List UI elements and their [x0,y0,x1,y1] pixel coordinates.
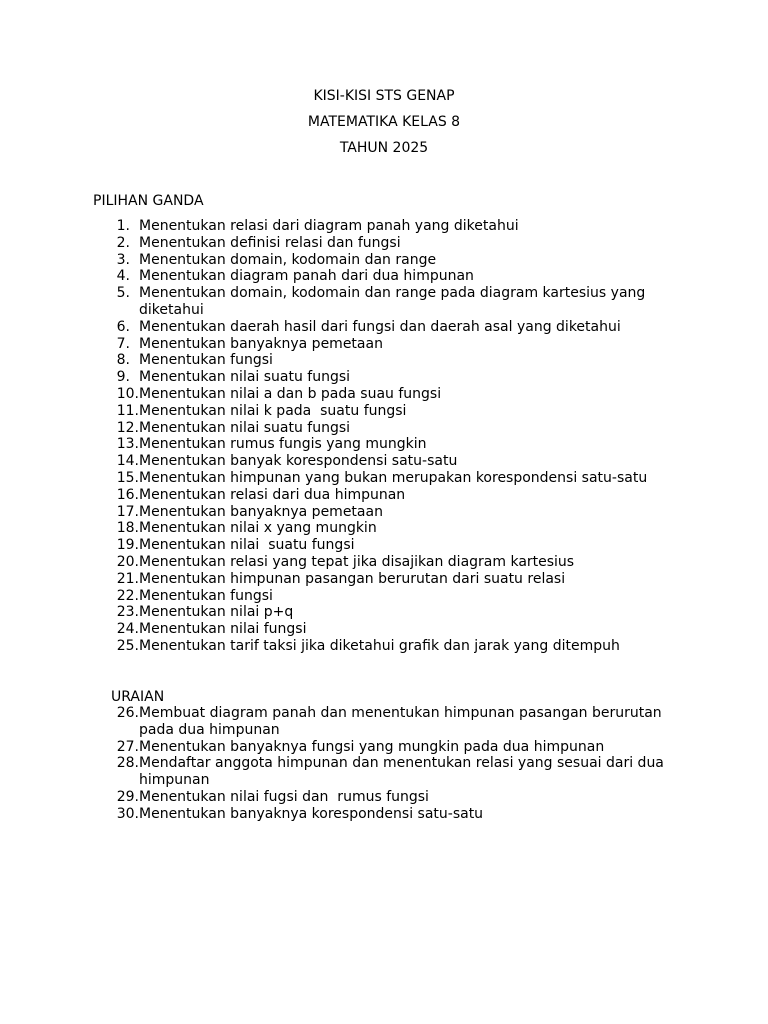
list-item-text: Menentukan banyaknya pemetaan [139,335,383,352]
list-item [0,386,768,403]
list-item-number: 1. [116,218,130,234]
list-item-number: 12. [116,419,139,436]
list-item [0,319,768,336]
list-item-number: 8. [116,352,130,369]
list-item-text: Menentukan nilai suatu fungsi [139,369,351,386]
list-item-number: 11. [116,402,139,419]
list-item-number: 28. [116,755,139,772]
document-title: KISI-KISI STS GENAP [313,88,455,104]
list-item [0,487,768,504]
list-item-number: 19. [116,537,139,554]
list-item [0,554,768,571]
list-item-text: Menentukan relasi dari diagram panah yang diketahui [139,218,519,234]
pilihan-ganda-list [0,218,768,655]
list-item [0,588,768,605]
list-item [0,336,768,353]
list-item-number: 9. [116,369,130,386]
list-item-number: 24. [116,621,139,638]
list-item-text: Menentukan domain, kodomain dan range pada diagram kartesius yang diketahui [139,285,646,318]
list-item [0,403,768,420]
list-item-text: Menentukan banyaknya fungsi yang mungkin pada dua himpunan [139,738,605,755]
list-item [0,705,768,739]
list-item [0,470,768,487]
list-item [0,436,768,453]
list-item-number: 13. [116,436,139,453]
list-item-text: Menentukan tarif taksi jika diketahui grafik dan jarak yang ditempuh [139,637,620,654]
list-item-text: Menentukan domain, kodomain dan range [139,251,437,268]
list-item-number: 5. [116,285,130,302]
list-item-number: 27. [116,738,139,755]
section-heading-uraian: URAIAN [111,689,165,705]
list-item [0,268,768,285]
list-item-number: 26. [116,705,139,721]
list-item-number: 25. [116,637,139,654]
list-item [0,285,768,319]
section-heading-pilihan-ganda: PILIHAN GANDA [93,193,204,209]
list-item-number: 15. [116,469,139,486]
document-year: TAHUN 2025 [339,140,429,156]
list-item-text: Menentukan diagram panah dari dua himpunan [139,268,474,285]
uraian-list [0,705,768,823]
list-item-number: 2. [116,234,130,251]
list-item [0,537,768,554]
list-item [0,252,768,269]
list-item-number: 22. [116,587,139,604]
list-item [0,218,768,235]
list-item-text: Menentukan nilai x yang mungkin [139,520,377,537]
list-item-text: Menentukan fungsi [139,587,273,604]
list-item-text: Menentukan himpunan yang bukan merupakan korespondensi satu-satu [139,469,648,486]
list-item-number: 23. [116,604,139,621]
list-item [0,806,768,823]
list-item-text: Menentukan nilai suatu fungsi [139,537,355,554]
list-item [0,420,768,437]
list-item-text: Menentukan nilai p+q [139,604,294,621]
list-item [0,520,768,537]
list-item-text: Menentukan himpunan pasangan berurutan dari suatu relasi [139,570,566,587]
list-item-text: Menentukan relasi yang tepat jika disajikan diagram kartesius [139,553,575,570]
list-item-text: Menentukan fungsi [139,352,273,369]
list-item-text: Menentukan nilai fungsi [139,621,307,638]
list-item-text: Menentukan nilai fugsi dan rumus fungsi [139,788,429,805]
list-item-number: 18. [116,520,139,537]
list-item [0,453,768,470]
list-item-text: Menentukan rumus fungis yang mungkin [139,436,427,453]
list-item-number: 20. [116,553,139,570]
list-item-text: Menentukan banyak korespondensi satu-satu [139,453,458,470]
list-item-text: Menentukan nilai k pada suatu fungsi [139,402,407,419]
list-item-number: 29. [116,788,139,805]
list-item-number: 17. [116,503,139,520]
list-item [0,739,768,756]
list-item-text: Menentukan definisi relasi dan fungsi [139,234,401,251]
list-item [0,352,768,369]
list-item-number: 4. [116,268,130,285]
list-item-number: 14. [116,453,139,470]
list-item-text: Menentukan relasi dari dua himpunan [139,486,406,503]
list-item [0,504,768,521]
list-item-text: Membuat diagram panah dan menentukan himpunan pasangan berurutan pada dua himpunan [139,705,662,738]
list-item [0,755,768,789]
list-item-text: Menentukan daerah hasil dari fungsi dan daerah asal yang diketahui [139,318,621,335]
list-item-number: 6. [116,318,130,335]
list-item [0,604,768,621]
list-item-number: 10. [116,385,139,402]
list-item [0,789,768,806]
list-item-number: 16. [116,486,139,503]
list-item [0,571,768,588]
list-item [0,638,768,655]
list-item [0,235,768,252]
list-item-number: 3. [116,251,130,268]
list-item-number: 7. [116,335,130,352]
list-item-text: Menentukan nilai suatu fungsi [139,419,351,436]
list-item-number: 21. [116,570,139,587]
list-item-number: 30. [116,805,139,822]
list-item-text: Menentukan nilai a dan b pada suau fungsi [139,385,442,402]
list-item-text: Mendaftar anggota himpunan dan menentukan relasi yang sesuai dari dua himpunan [139,755,664,789]
list-item [0,369,768,386]
list-item [0,621,768,638]
list-item-text: Menentukan banyaknya pemetaan [139,503,383,520]
document-subject: MATEMATIKA KELAS 8 [307,114,461,130]
list-item-text: Menentukan banyaknya korespondensi satu-satu [139,805,484,822]
